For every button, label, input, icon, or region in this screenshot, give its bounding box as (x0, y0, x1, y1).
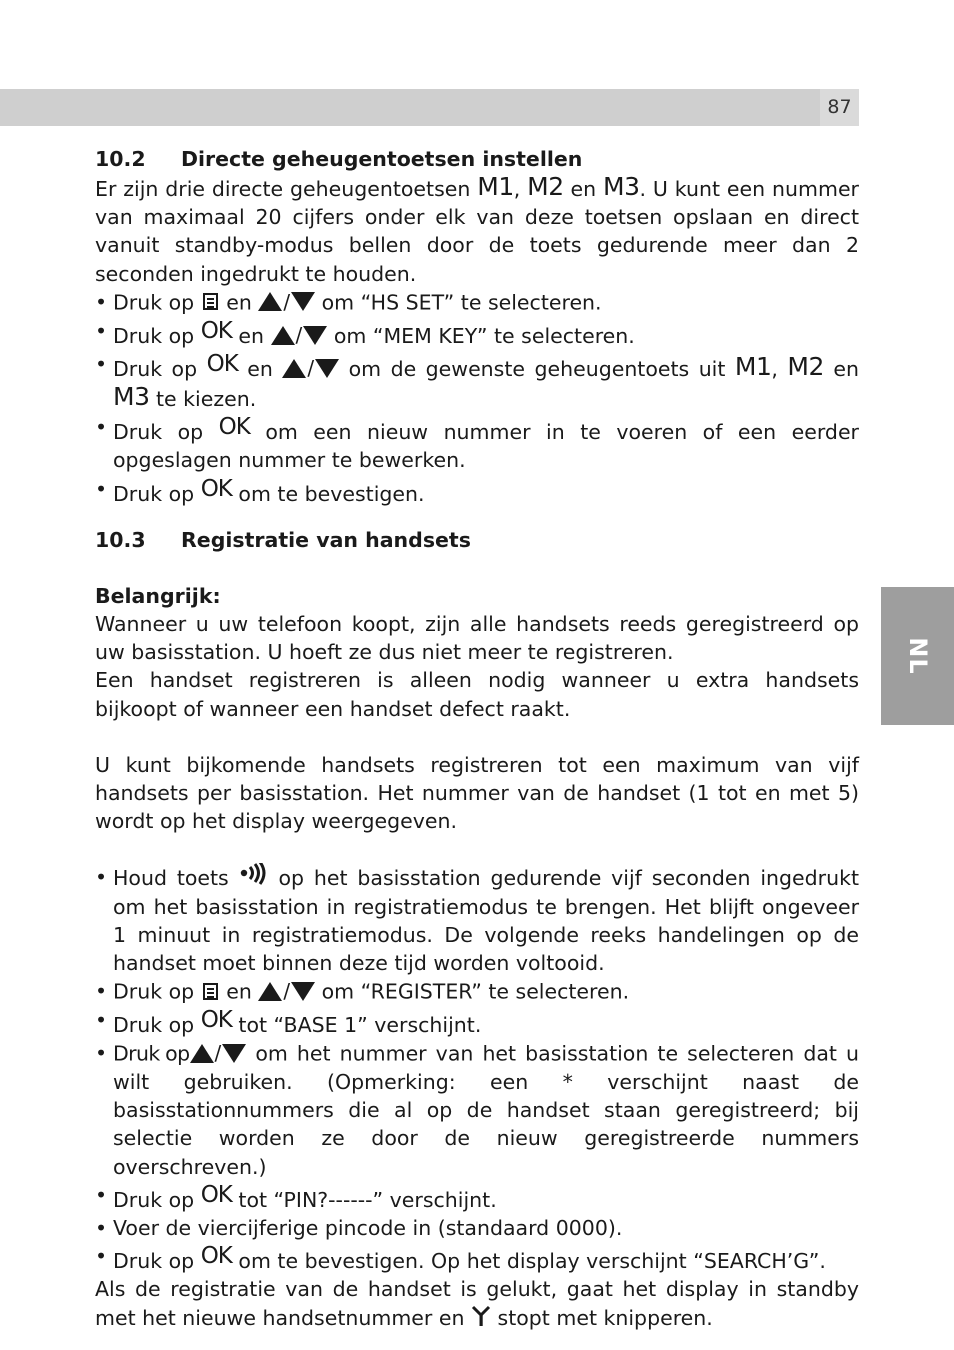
step-text: Druk op (113, 1187, 195, 1212)
step-text: om te bevestigen. (238, 481, 425, 506)
step-text: om “HS SET” te selecteren. (321, 290, 602, 315)
closing-paragraph (95, 1275, 859, 1331)
page-icon (239, 863, 269, 887)
up-down-arrows (258, 288, 315, 316)
up-arrow-icon (258, 292, 282, 311)
step-text: om de gewenste geheugentoets uit (348, 356, 726, 381)
m2-key-label: M2 (787, 351, 824, 381)
language-tab-label: NL (903, 637, 932, 675)
antenna-icon (471, 1305, 491, 1327)
section-title: Directe geheugentoetsen instellen (181, 147, 583, 171)
down-arrow-icon (291, 292, 315, 311)
step-text: Druk op (113, 1013, 195, 1038)
down-arrow-icon (303, 326, 327, 345)
step-text: Druk op (113, 290, 195, 315)
list-item (95, 317, 859, 350)
list-item (95, 1006, 859, 1039)
list-item (95, 977, 859, 1006)
step-text: en (226, 979, 252, 1004)
section-10-2-heading (95, 145, 859, 173)
spacer (95, 508, 859, 526)
step-text: en (833, 356, 859, 381)
m1-key-label: M1 (734, 351, 772, 381)
ok-key-label: OK (200, 1007, 232, 1034)
step-text: tot “BASE 1” verschijnt. (238, 1013, 482, 1038)
paragraph: U kunt bijkomende handsets registreren tot een maximum van vijf handsets per basisstation. Het nummer van de handset (1 tot en met 5) wordt op het display weergegeven. (95, 752, 859, 834)
step-text: te kiezen. (156, 387, 257, 412)
slash: / (283, 979, 291, 1004)
section-10-2-intro (95, 173, 859, 288)
list-item (95, 288, 859, 317)
paragraph: Een handset registreren is alleen nodig wanneer u extra handsets bijkoopt of wanneer een handset defect raakt. (95, 668, 859, 721)
intro-text: . U kunt een nummer van maximaal 20 cijfers onder elk van deze toetsen opslaan en direct vanuit standby-modus bellen door de toets gedurende meer dan 2 seconden ingedrukt te houden. (95, 177, 859, 286)
list-item (95, 1039, 859, 1181)
step-text: Druk op (113, 481, 195, 506)
ok-key-label: OK (200, 1181, 232, 1208)
language-tab (881, 587, 954, 725)
list-item (95, 350, 859, 413)
section-number: 10.3 (95, 527, 146, 552)
spacer (95, 723, 859, 751)
m1-key-label: M1 (477, 172, 514, 201)
step-text: Druk op (113, 420, 204, 445)
step-text: om “MEM KEY” te selecteren. (333, 323, 635, 348)
down-arrow-icon (291, 982, 315, 1001)
menu-icon (203, 983, 218, 1000)
slash: / (283, 289, 291, 314)
slash: / (295, 323, 303, 348)
up-arrow-icon (282, 359, 306, 378)
list-item (95, 1242, 859, 1275)
closing-text: stopt met knipperen. (497, 1305, 713, 1330)
section-10-2-steps (95, 288, 859, 508)
up-down-arrows (258, 977, 315, 1005)
spacer (95, 835, 859, 863)
m3-key-label: M3 (603, 172, 640, 201)
list-item (95, 1181, 859, 1214)
slash: / (214, 1041, 222, 1066)
step-text: Druk op (113, 979, 195, 1004)
m3-key-label: M3 (113, 382, 150, 412)
menu-icon (203, 293, 218, 310)
step-text: om te bevestigen. Op het display verschijnt “SEARCH’G”. (238, 1249, 826, 1274)
m2-key-label: M2 (527, 172, 564, 201)
section-title: Registratie van handsets (181, 527, 471, 552)
slash: / (307, 356, 315, 381)
up-down-arrows (282, 354, 339, 382)
intro-text: en (570, 177, 597, 201)
registration-steps (95, 863, 859, 1275)
paragraph: Wanneer u uw telefoon koopt, zijn alle handsets reeds geregistreerd op uw basisstation. U hoeft ze dus niet meer te registreren. (95, 612, 859, 665)
important-label: Belangrijk: (95, 583, 221, 608)
step-text: tot “PIN?------” verschijnt. (238, 1187, 497, 1212)
spacer (95, 554, 859, 582)
step-text: om “REGISTER” te selecteren. (321, 979, 630, 1004)
step-text: Houd toets (113, 866, 229, 891)
comma: , (513, 177, 521, 201)
ok-key-label: OK (200, 317, 232, 344)
up-arrow-icon (190, 1044, 214, 1063)
step-text: Druk op (113, 1249, 195, 1274)
step-text: en (247, 356, 273, 381)
step-text: Druk op (113, 1041, 190, 1066)
ok-key-label: OK (206, 350, 238, 377)
up-arrow-icon (271, 326, 295, 345)
step-text: om het nummer van het basisstation te selecteren dat u wilt gebruiken. (Opmerking: een * verschijnt naast de basisstationnummers die al op de handset staan geregistreerd; bij selectie worden ze door de nieuw geregistreerde nummers overschreven.) (113, 1041, 859, 1179)
ok-key-label: OK (200, 475, 232, 502)
up-arrow-icon (258, 982, 282, 1001)
list-item (95, 1214, 859, 1242)
step-text: en (226, 290, 252, 315)
section-number: 10.2 (95, 147, 146, 171)
step-text: om een nieuw nummer in te voeren of een eerder opgeslagen nummer te bewerken. (113, 420, 859, 473)
step-text: Druk op (113, 356, 198, 381)
step-text: Druk op (113, 323, 195, 348)
list-item (95, 863, 859, 977)
closing-text: Als de registratie van de handset is gelukt, gaat het display in standby met het nieuwe handsetnummer en (95, 1277, 859, 1330)
comma: , (771, 356, 778, 381)
ok-key-label: OK (200, 1243, 232, 1270)
step-text: op het basisstation gedurende vijf seconden ingedrukt om het basisstation in registratiemodus te brengen. Het blijft ongeveer 1 minuut in registratiemodus. De volgende reeks handelingen op de handset moet binnen deze tijd worden voltooid. (113, 866, 859, 976)
page-number: 87 (820, 89, 859, 126)
list-item (95, 475, 859, 508)
header-bar (0, 89, 820, 126)
ok-key-label: OK (218, 414, 250, 441)
list-item (95, 413, 859, 474)
intro-text: Er zijn drie directe geheugentoetsen (95, 177, 471, 201)
section-10-3-heading (95, 526, 859, 554)
page-content (95, 145, 859, 1332)
up-down-arrows (271, 321, 328, 349)
step-text: Voer de viercijferige pincode in (standaard 0000). (113, 1216, 623, 1241)
up-down-arrows (190, 1039, 247, 1067)
down-arrow-icon (222, 1044, 246, 1063)
down-arrow-icon (315, 359, 339, 378)
step-text: en (238, 323, 265, 348)
